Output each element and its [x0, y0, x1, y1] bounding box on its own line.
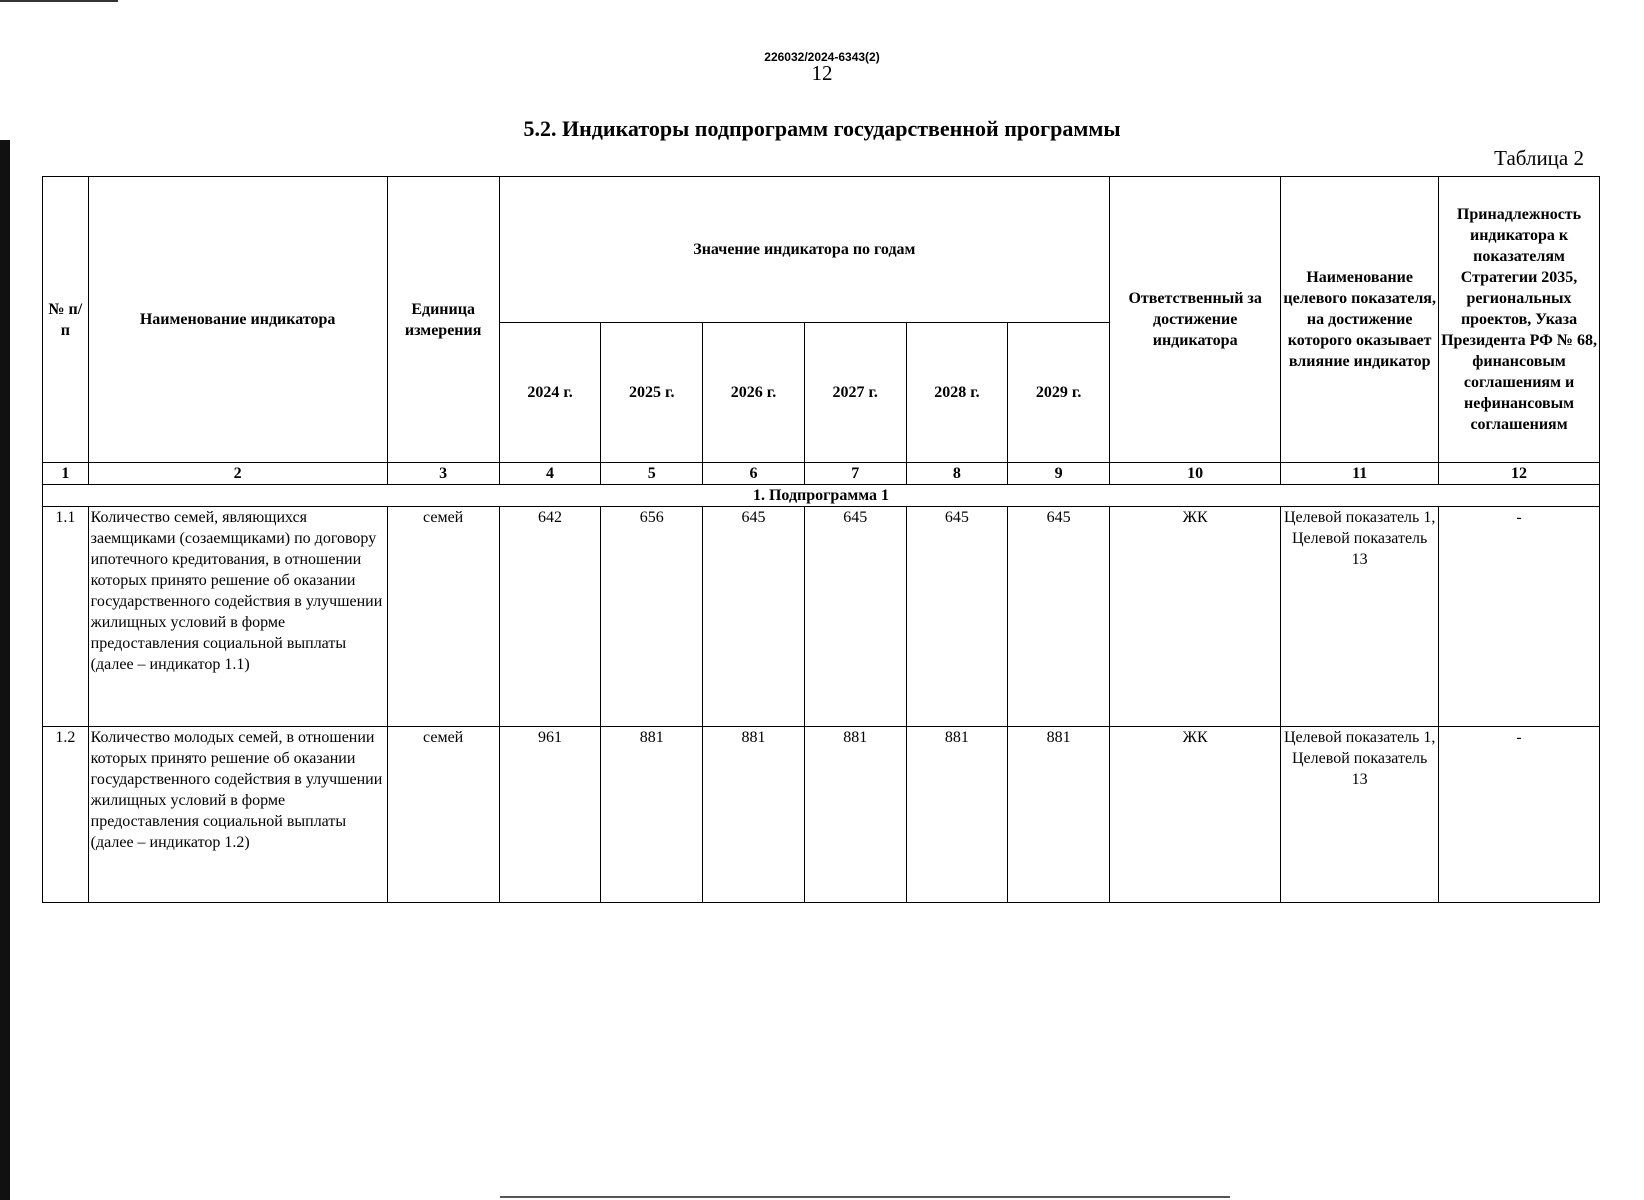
registration-stamp: 226032/2024-6343(2)	[764, 50, 880, 64]
belonging-cell: -	[1439, 727, 1600, 903]
column-number: 1	[43, 463, 89, 485]
value-cell: 645	[906, 507, 1008, 727]
column-number: 10	[1110, 463, 1281, 485]
column-number: 3	[387, 463, 499, 485]
column-number: 4	[499, 463, 601, 485]
value-cell: 645	[703, 507, 805, 727]
belonging-cell: -	[1439, 507, 1600, 727]
responsible-cell: ЖК	[1110, 727, 1281, 903]
header-unit: Единица измерения	[387, 177, 499, 463]
table-row	[43, 507, 1600, 727]
header-year: 2026 г.	[703, 323, 805, 463]
unit-cell: семей	[387, 507, 499, 727]
value-cell: 961	[499, 727, 601, 903]
row-number: 1.2	[43, 727, 89, 903]
indicator-name: Количество семей, являющихся заемщиками (созаемщиками) по договору ипотечного кредитования, в отношении которых принято решение об оказании государственного содействия в улучшении жилищных условий в форме предоставления социальной выплаты (далее – индикатор 1.1)	[88, 507, 387, 727]
subprogram-section-row: 1. Подпрограмма 1	[43, 485, 1600, 507]
column-numbers-row	[43, 463, 1600, 485]
column-number: 6	[703, 463, 805, 485]
value-cell: 881	[601, 727, 703, 903]
row-number: 1.1	[43, 507, 89, 727]
target-cell: Целевой показатель 1, Целевой показатель 13	[1281, 727, 1439, 903]
header-year: 2028 г.	[906, 323, 1008, 463]
header-belonging: Принадлежность индикатора к показателям Стратегии 2035, региональных проектов, Указа Президента РФ № 68, финансовым соглашениям и нефинансовым соглашениям	[1439, 177, 1600, 463]
table-label: Таблица 2	[1494, 146, 1584, 170]
indicator-name: Количество молодых семей, в отношении которых принято решение об оказании государственного содействия в улучшении жилищных условий в форме предоставления социальной выплаты (далее – индикатор 1.2)	[88, 727, 387, 903]
value-cell: 881	[1008, 727, 1110, 903]
indicators-table	[42, 176, 1600, 903]
column-number: 7	[804, 463, 906, 485]
column-number: 5	[601, 463, 703, 485]
header-values-by-year: Значение индикатора по годам	[499, 177, 1109, 323]
column-number: 8	[906, 463, 1008, 485]
header-indicator-name: Наименование индикатора	[88, 177, 387, 463]
value-cell: 645	[804, 507, 906, 727]
page-number: 12	[811, 61, 833, 85]
value-cell: 881	[703, 727, 805, 903]
column-number: 12	[1439, 463, 1600, 485]
section-title: 5.2. Индикаторы подпрограмм государственной программы	[523, 116, 1121, 141]
column-number: 11	[1281, 463, 1439, 485]
value-cell: 881	[906, 727, 1008, 903]
bottom-edge-rule	[500, 1196, 1230, 1198]
header-target-indicator: Наименование целевого показателя, на достижение которого оказывает влияние индикатор	[1281, 177, 1439, 463]
value-cell: 642	[499, 507, 601, 727]
header-year: 2025 г.	[601, 323, 703, 463]
top-edge-rule	[0, 0, 118, 2]
table-row	[43, 727, 1600, 903]
header-responsible: Ответственный за достижение индикатора	[1110, 177, 1281, 463]
header-year: 2029 г.	[1008, 323, 1110, 463]
header-year: 2027 г.	[804, 323, 906, 463]
value-cell: 881	[804, 727, 906, 903]
header-number: № п/п	[43, 177, 89, 463]
header-year: 2024 г.	[499, 323, 601, 463]
scan-edge-shadow	[0, 140, 10, 1200]
target-cell: Целевой показатель 1, Целевой показатель 13	[1281, 507, 1439, 727]
value-cell: 645	[1008, 507, 1110, 727]
responsible-cell: ЖК	[1110, 507, 1281, 727]
unit-cell: семей	[387, 727, 499, 903]
column-number: 9	[1008, 463, 1110, 485]
value-cell: 656	[601, 507, 703, 727]
column-number: 2	[88, 463, 387, 485]
